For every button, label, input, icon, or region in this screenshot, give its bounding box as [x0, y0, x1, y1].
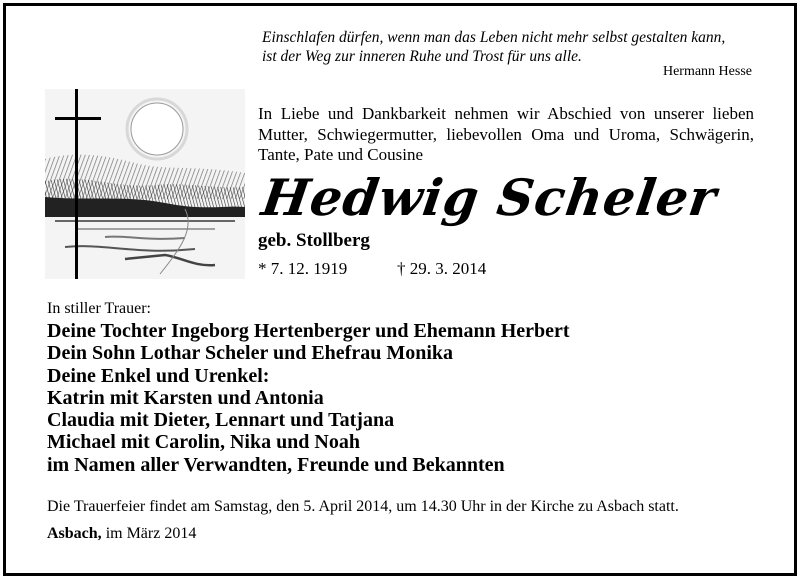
deceased-name: Hedwig Scheler — [258, 168, 721, 227]
quote-line-1: Einschlafen dürfen, wenn man das Leben nicht mehr selbst gestalten kann, — [262, 29, 726, 46]
sun-landscape-illustration — [45, 89, 245, 279]
place-month: im März 2014 — [105, 525, 197, 542]
mourner-line: im Namen aller Verwandten, Freunde und Bekannten — [47, 453, 505, 476]
mourner-line: Claudia mit Dieter, Lennart und Tatjana — [47, 409, 395, 432]
birth-name: geb. Stollberg — [258, 230, 370, 251]
mourning-label: In stiller Trauer: — [47, 300, 151, 317]
funeral-service-text: Die Trauerfeier findet am Samstag, den 5. April 2014, um 14.30 Uhr in der Kirche zu Asbach statt. — [47, 498, 679, 515]
mourner-line: Deine Enkel und Urenkel: — [47, 364, 270, 387]
mourner-line: Dein Sohn Lothar Scheler und Ehefrau Monika — [47, 342, 454, 365]
mourner-line: Deine Tochter Ingeborg Hertenberger und Ehemann Herbert — [47, 320, 570, 342]
quote-author: Hermann Hesse — [662, 64, 752, 79]
quote-line-2: ist der Weg zur inneren Ruhe und Trost für uns alle. — [262, 48, 582, 65]
quote — [262, 28, 754, 66]
birth-date: * 7. 12. 1919 — [258, 259, 348, 278]
place-date — [47, 525, 196, 543]
mourners-list — [47, 320, 570, 476]
mourner-line: Michael mit Carolin, Nika und Noah — [47, 431, 360, 454]
mourner-line: Katrin mit Karsten und Antonia — [47, 386, 324, 409]
intro-text: In Liebe und Dankbarkeit nehmen wir Abschied von unserer lieben Mutter, Schwiegermutter, liebevollen Oma und Uroma, Schwägerin, Tante, Pate und Cousine — [258, 104, 754, 164]
death-date: † 29. 3. 2014 — [397, 259, 487, 278]
place-town: Asbach, — [47, 525, 102, 542]
